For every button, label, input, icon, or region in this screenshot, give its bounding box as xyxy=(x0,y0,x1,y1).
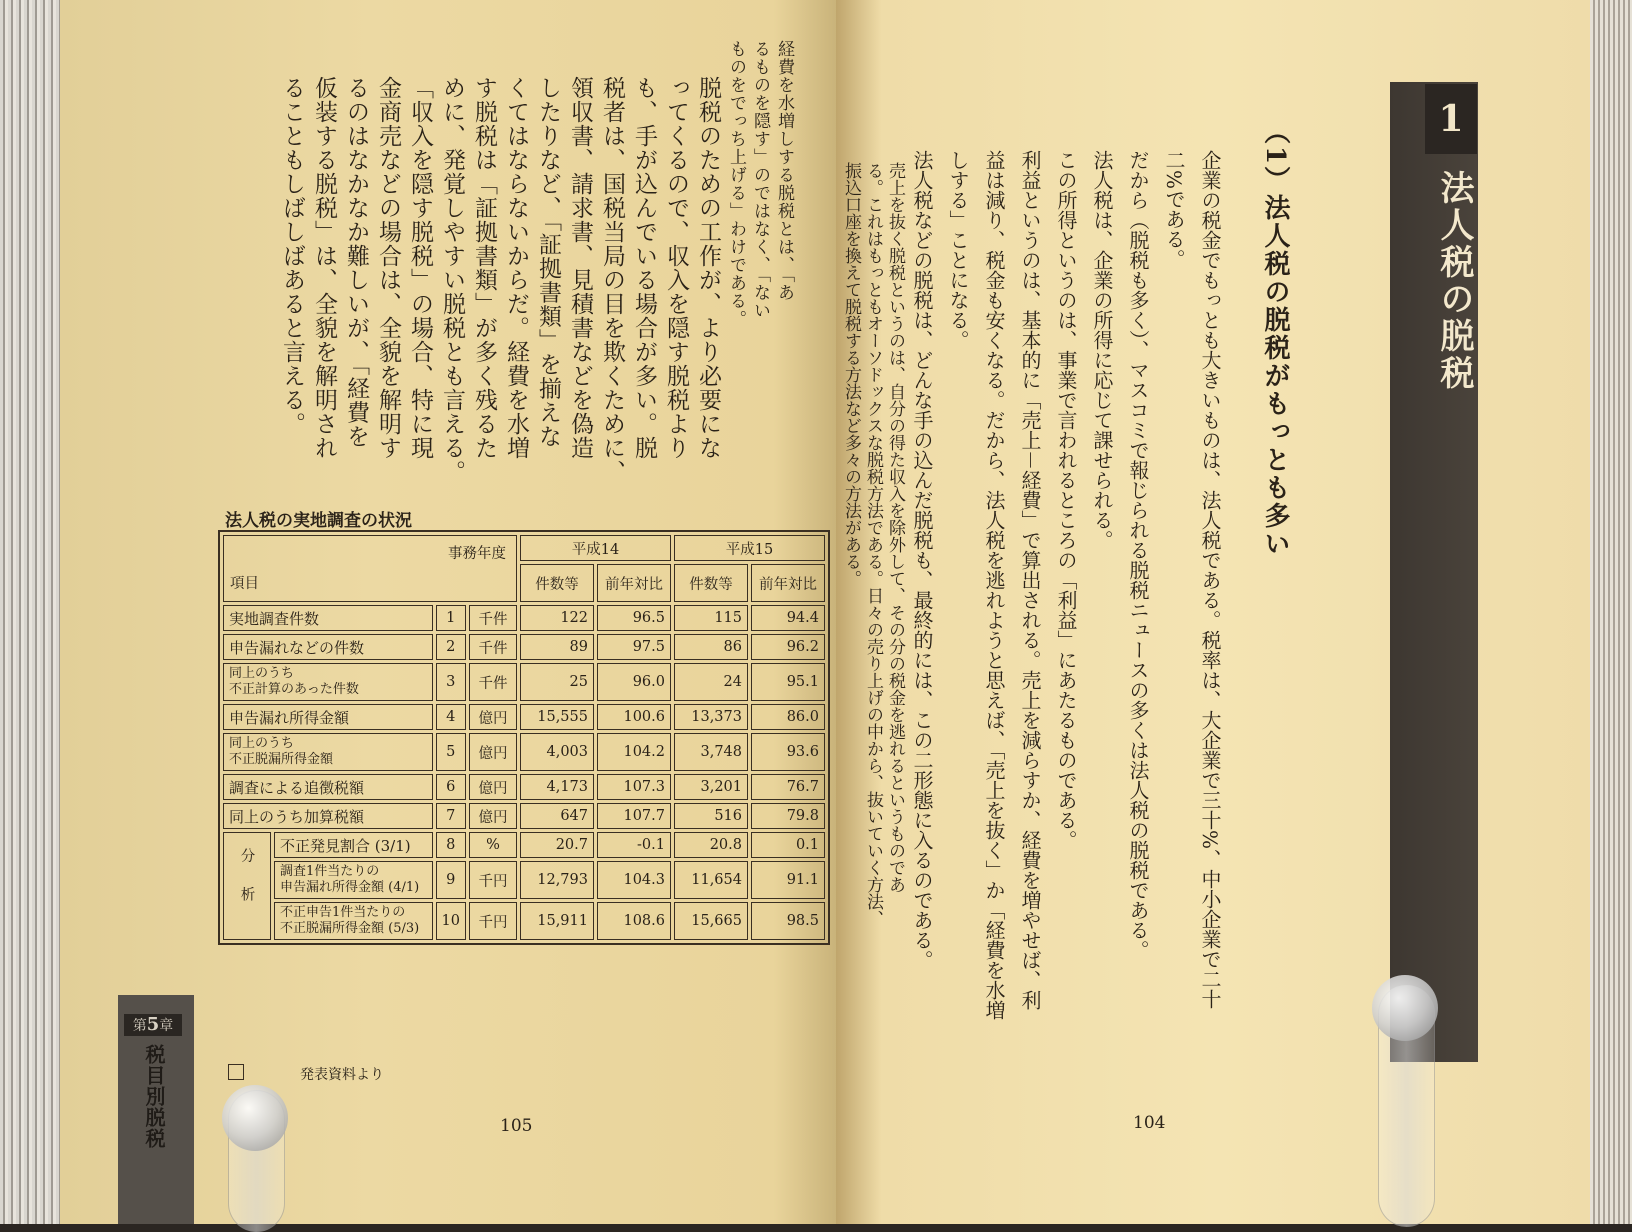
left-body-column: ることもしばしばあると言える。 xyxy=(279,76,305,436)
right-body-column: 法人税などの脱税は、どんな手の込んだ脱税も、最終的には、この二形態に入るのである。 xyxy=(910,150,934,970)
right-body-column: だから（脱税も多く）、マスコミで報じられる脱税ニュースの多くは法人税の脱税である。 xyxy=(1126,150,1150,960)
cell-h14-ratio: 107.3 xyxy=(597,774,671,800)
tax-audit-table xyxy=(218,530,830,945)
row-unit: 千件 xyxy=(469,605,517,631)
right-body-column: 企業の税金でもっとも大きいものは、法人税である。税率は、大企業で三十%、中小企業で二十 xyxy=(1198,150,1222,1010)
right-body-column: 法人税は、企業の所得に応じて課せられる。 xyxy=(1090,150,1114,550)
cell-h14-count: 4,173 xyxy=(520,774,594,800)
row-unit: 千円 xyxy=(469,861,517,899)
cell-h14-ratio: 97.5 xyxy=(597,634,671,660)
cell-h14-ratio: 104.3 xyxy=(597,861,671,899)
left-note-column: 経費を水増しする脱税とは、「あ xyxy=(774,40,794,302)
row-unit: 億円 xyxy=(469,733,517,771)
cell-h15-count: 15,665 xyxy=(674,902,748,940)
badge-suffix: 章 xyxy=(159,1018,174,1034)
badge-prefix: 第 xyxy=(132,1018,147,1034)
row-number: 2 xyxy=(436,634,466,660)
table-row xyxy=(223,704,825,730)
row-unit: 億円 xyxy=(469,704,517,730)
table-corner-header xyxy=(223,535,517,602)
left-body-column: 領収書、請求書、見積書などを偽造 xyxy=(567,76,593,460)
left-body-column: 「収入を隠す脱税」の場合、特に現 xyxy=(407,76,433,460)
table-row xyxy=(223,663,825,701)
cell-h14-ratio: 100.6 xyxy=(597,704,671,730)
left-body-column: くてはならないからだ。経費を水増 xyxy=(503,76,529,460)
cell-h14-count: 20.7 xyxy=(520,832,594,858)
badge-number: 5 xyxy=(146,1014,160,1035)
chapter-title: 法人税の脱税 xyxy=(1434,170,1474,392)
chapter-badge xyxy=(124,1014,182,1036)
analysis-label: 分析 xyxy=(223,832,271,940)
cell-h14-ratio: 96.0 xyxy=(597,663,671,701)
cell-h14-count: 25 xyxy=(520,663,594,701)
row-item: 不正申告1件当たりの 不正脱漏所得金額 (5/3) xyxy=(274,902,433,940)
row-unit: % xyxy=(469,832,517,858)
right-body-column: 益は減り、税金も安くなる。だから、法人税を逃れようと思えば、「売上を抜く」か「経費を水増 xyxy=(982,150,1006,1020)
cell-h15-ratio: 95.1 xyxy=(751,663,825,701)
cell-h15-count: 86 xyxy=(674,634,748,660)
table-row xyxy=(223,774,825,800)
header-year-label: 事務年度 xyxy=(448,546,506,562)
table-row xyxy=(223,634,825,660)
row-item: 同上のうち 不正脱漏所得金額 xyxy=(223,733,433,771)
row-item: 実地調査件数 xyxy=(223,605,433,631)
cell-h15-count: 115 xyxy=(674,605,748,631)
left-body-column: るのはなかなか難しいが、「経費を xyxy=(343,76,369,449)
caption-marker xyxy=(228,1064,244,1080)
subheader: 件数等 xyxy=(520,564,594,602)
cell-h15-ratio: 91.1 xyxy=(751,861,825,899)
section-heading: （1）法人税の脱税がもっとも多い xyxy=(1260,118,1290,559)
row-number: 7 xyxy=(436,803,466,829)
left-note-column: ものをでっち上げる」わけである。 xyxy=(726,40,746,328)
cell-h14-count: 122 xyxy=(520,605,594,631)
subheader: 前年対比 xyxy=(597,564,671,602)
cell-h14-count: 15,555 xyxy=(520,704,594,730)
row-item: 同上のうち加算税額 xyxy=(223,803,433,829)
left-body-column: したりなど、「証拠書類」を揃えな xyxy=(535,76,561,449)
cell-h15-count: 3,201 xyxy=(674,774,748,800)
row-unit: 千件 xyxy=(469,663,517,701)
row-unit: 千件 xyxy=(469,634,517,660)
subheader: 件数等 xyxy=(674,564,748,602)
cell-h15-count: 3,748 xyxy=(674,733,748,771)
row-number: 10 xyxy=(436,902,466,940)
cell-h15-ratio: 79.8 xyxy=(751,803,825,829)
page-number-left: 105 xyxy=(500,1116,533,1136)
left-body-column: 金商売などの場合は、全貌を解明す xyxy=(375,76,401,460)
table-row xyxy=(223,803,825,829)
row-unit: 億円 xyxy=(469,803,517,829)
left-body-column: も、手が込んでいる場合が多い。脱 xyxy=(631,76,657,460)
row-item: 申告漏れなどの件数 xyxy=(223,634,433,660)
source-caption: 発表資料より xyxy=(300,1067,384,1083)
row-number: 9 xyxy=(436,861,466,899)
right-body-column: 二%である。 xyxy=(1162,150,1186,270)
year-header: 平成14 xyxy=(520,535,671,561)
row-item: 同上のうち 不正計算のあった件数 xyxy=(223,663,433,701)
cell-h14-ratio: -0.1 xyxy=(597,832,671,858)
cell-h14-ratio: 96.5 xyxy=(597,605,671,631)
right-note-column: 振込口座を換えて脱税する方法など多々の方法がある。 xyxy=(841,162,861,587)
row-item: 不正発見割合 (3/1) xyxy=(274,832,433,858)
cell-h15-count: 24 xyxy=(674,663,748,701)
cell-h15-ratio: 98.5 xyxy=(751,902,825,940)
cell-h15-count: 13,373 xyxy=(674,704,748,730)
row-number: 4 xyxy=(436,704,466,730)
row-number: 5 xyxy=(436,733,466,771)
row-number: 1 xyxy=(436,605,466,631)
cell-h14-ratio: 108.6 xyxy=(597,902,671,940)
row-number: 3 xyxy=(436,663,466,701)
cell-h14-ratio: 107.7 xyxy=(597,803,671,829)
right-note-column: 売上を抜く脱税というのは、自分の得た収入を除外して、その分の税金を逃れるというものであ xyxy=(885,162,905,893)
subheader: 前年対比 xyxy=(751,564,825,602)
row-unit: 億円 xyxy=(469,774,517,800)
cell-h14-ratio: 104.2 xyxy=(597,733,671,771)
header-item-label: 項目 xyxy=(230,576,259,592)
cell-h14-count: 12,793 xyxy=(520,861,594,899)
cell-h15-count: 20.8 xyxy=(674,832,748,858)
left-body-column: 脱税のための工作が、より必要にな xyxy=(695,76,721,460)
cell-h14-count: 4,003 xyxy=(520,733,594,771)
row-item: 調査1件当たりの 申告漏れ所得金額 (4/1) xyxy=(274,861,433,899)
left-body-column: 仮装する脱税」は、全貌を解明され xyxy=(311,76,337,460)
left-body-column: 税者は、国税当局の目を欺くために、 xyxy=(599,76,625,484)
cell-h14-count: 15,911 xyxy=(520,902,594,940)
cell-h15-ratio: 0.1 xyxy=(751,832,825,858)
cell-h14-count: 647 xyxy=(520,803,594,829)
row-unit: 千円 xyxy=(469,902,517,940)
row-number: 6 xyxy=(436,774,466,800)
table-row xyxy=(223,605,825,631)
clip-knob-right xyxy=(1372,975,1438,1041)
cell-h15-count: 516 xyxy=(674,803,748,829)
row-item: 調査による追徴税額 xyxy=(223,774,433,800)
table-row xyxy=(223,861,825,899)
right-body-column: この所得というのは、事業で言われるところの「利益」にあたるものである。 xyxy=(1054,150,1078,850)
cell-h15-count: 11,654 xyxy=(674,861,748,899)
row-item: 申告漏れ所得金額 xyxy=(223,704,433,730)
clip-knob-left xyxy=(222,1085,288,1151)
book-page-edges-right xyxy=(1590,0,1632,1224)
right-note-column: る。これはもっともオーソドックスな脱税方法である。日々の売り上げの中から、抜いていく方法、 xyxy=(863,162,883,927)
table-row xyxy=(223,733,825,771)
right-body-column: 利益というのは、基本的に「売上－経費」で算出される。売上を減らすか、経費を増やせば、利 xyxy=(1018,150,1042,1010)
cell-h15-ratio: 96.2 xyxy=(751,634,825,660)
left-body-column: ってくるので、収入を隠す脱税より xyxy=(663,76,689,460)
table-title: 法人税の実地調査の状況 xyxy=(225,511,412,531)
table-row xyxy=(223,902,825,940)
cell-h15-ratio: 76.7 xyxy=(751,774,825,800)
table-row xyxy=(223,832,825,858)
cell-h15-ratio: 93.6 xyxy=(751,733,825,771)
right-body-column: しする」ことになる。 xyxy=(946,150,970,350)
page-number-right: 104 xyxy=(1133,1113,1166,1133)
row-number: 8 xyxy=(436,832,466,858)
cell-h14-count: 89 xyxy=(520,634,594,660)
cell-h15-ratio: 86.0 xyxy=(751,704,825,730)
chapter-tab-title: 税目別脱税 xyxy=(142,1044,166,1149)
left-body-column: めに、発覚しやすい脱税とも言える。 xyxy=(439,76,465,484)
chapter-number: 1 xyxy=(1425,84,1477,154)
cell-h15-ratio: 94.4 xyxy=(751,605,825,631)
left-note-column: るものを隠す」のではなく、「ない xyxy=(750,40,770,320)
left-body-column: す脱税は「証拠書類」が多く残るた xyxy=(471,76,497,460)
year-header: 平成15 xyxy=(674,535,825,561)
